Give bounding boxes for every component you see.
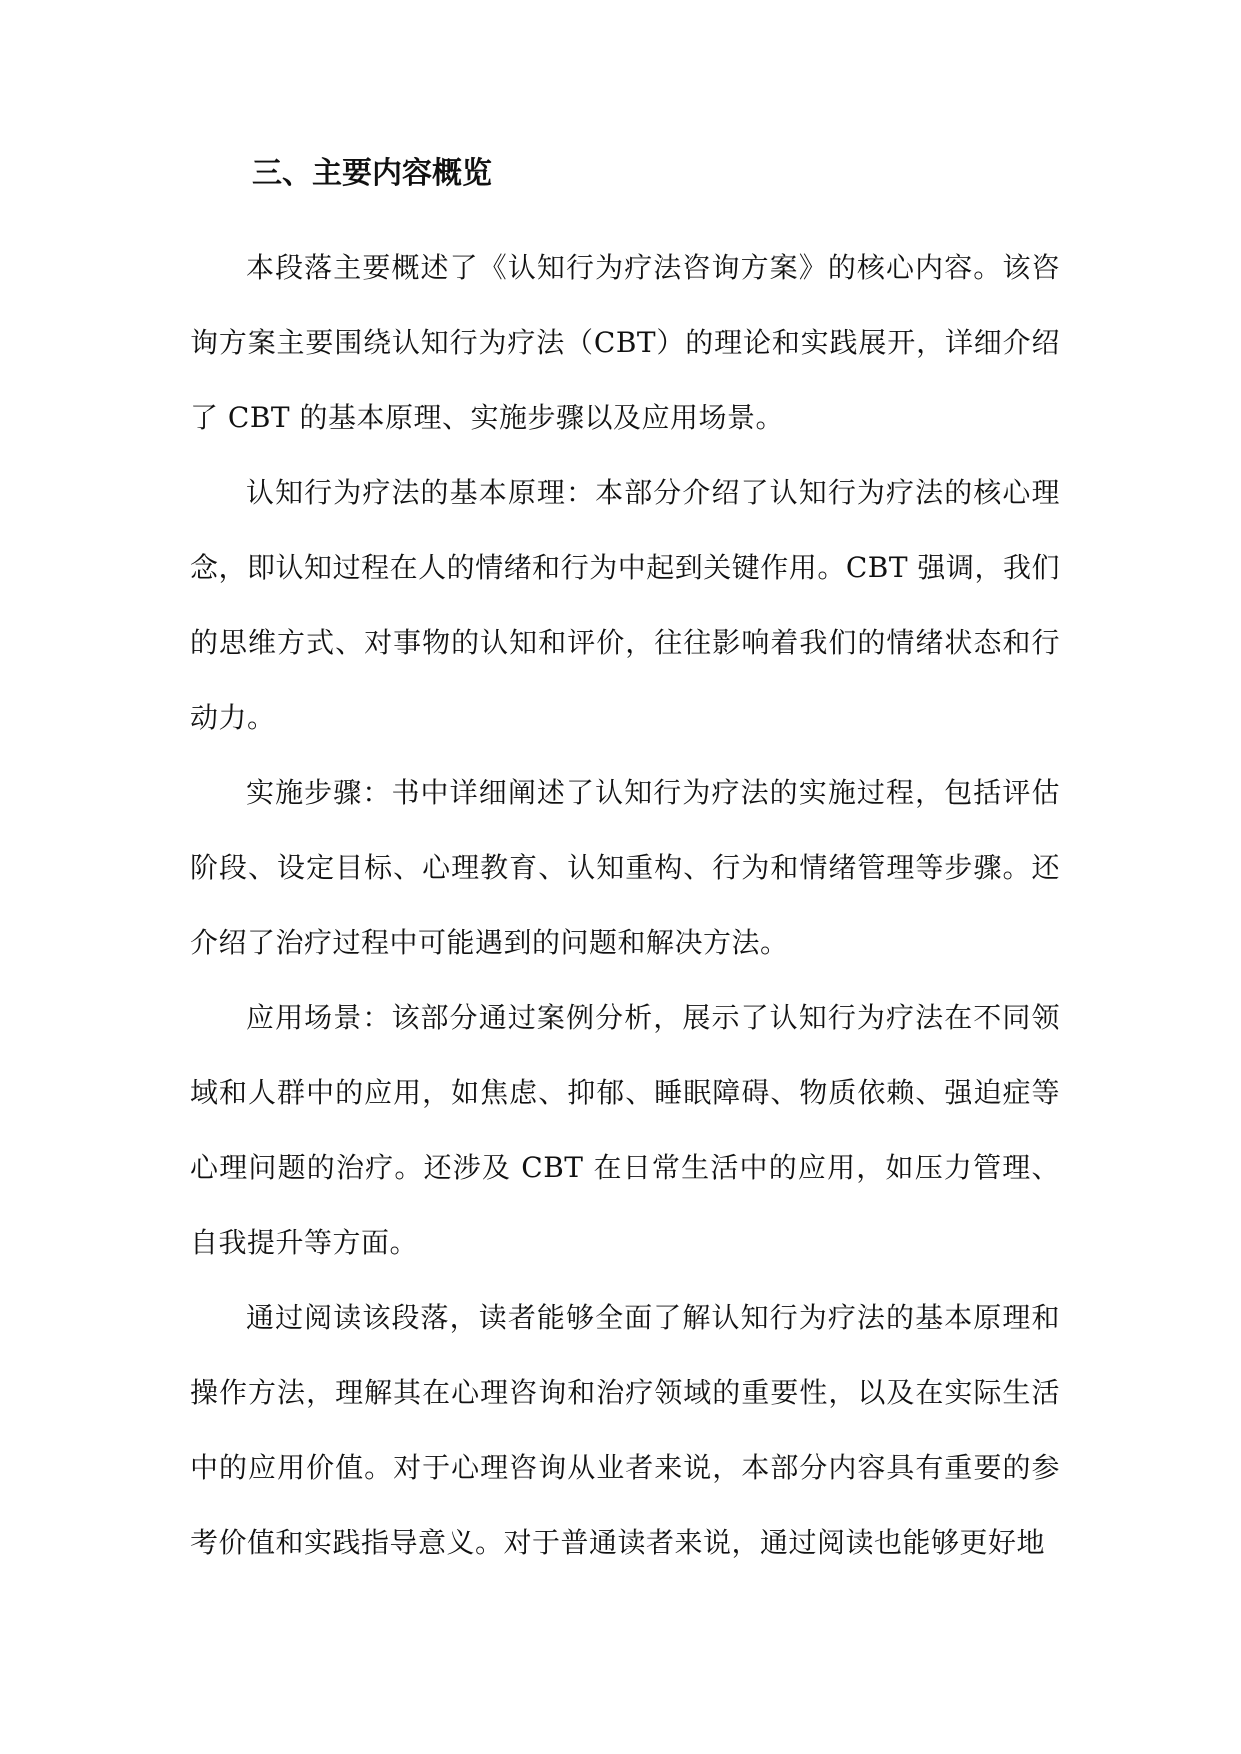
paragraph-overview: 本段落主要概述了《认知行为疗法咨询方案》的核心内容。该咨询方案主要围绕认知行为疗法（CBT）的理论和实践展开，详细介绍了 CBT 的基本原理、实施步骤以及应用场景。	[190, 251, 1060, 434]
section-body	[190, 230, 1060, 1580]
section-heading: 三、主要内容概览	[252, 156, 492, 191]
paragraph-principles: 认知行为疗法的基本原理：本部分介绍了认知行为疗法的核心理念，即认知过程在人的情绪和行为中起到关键作用。CBT 强调，我们的思维方式、对事物的认知和评价，往往影响着我们的情绪状态和行动力。	[190, 476, 1060, 734]
paragraph-conclusion: 通过阅读该段落，读者能够全面了解认知行为疗法的基本原理和操作方法，理解其在心理咨询和治疗领域的重要性，以及在实际生活中的应用价值。对于心理咨询从业者来说，本部分内容具有重要的参考价值和实践指导意义。对于普通读者来说，通过阅读也能够更好地	[190, 1301, 1060, 1559]
paragraph-steps: 实施步骤：书中详细阐述了认知行为疗法的实施过程，包括评估阶段、设定目标、心理教育、认知重构、行为和情绪管理等步骤。还介绍了治疗过程中可能遇到的问题和解决方法。	[190, 776, 1060, 959]
paragraph-applications: 应用场景：该部分通过案例分析，展示了认知行为疗法在不同领域和人群中的应用，如焦虑、抑郁、睡眠障碍、物质依赖、强迫症等心理问题的治疗。还涉及 CBT 在日常生活中的应用，如压力管理、自我提升等方面。	[190, 1001, 1060, 1259]
